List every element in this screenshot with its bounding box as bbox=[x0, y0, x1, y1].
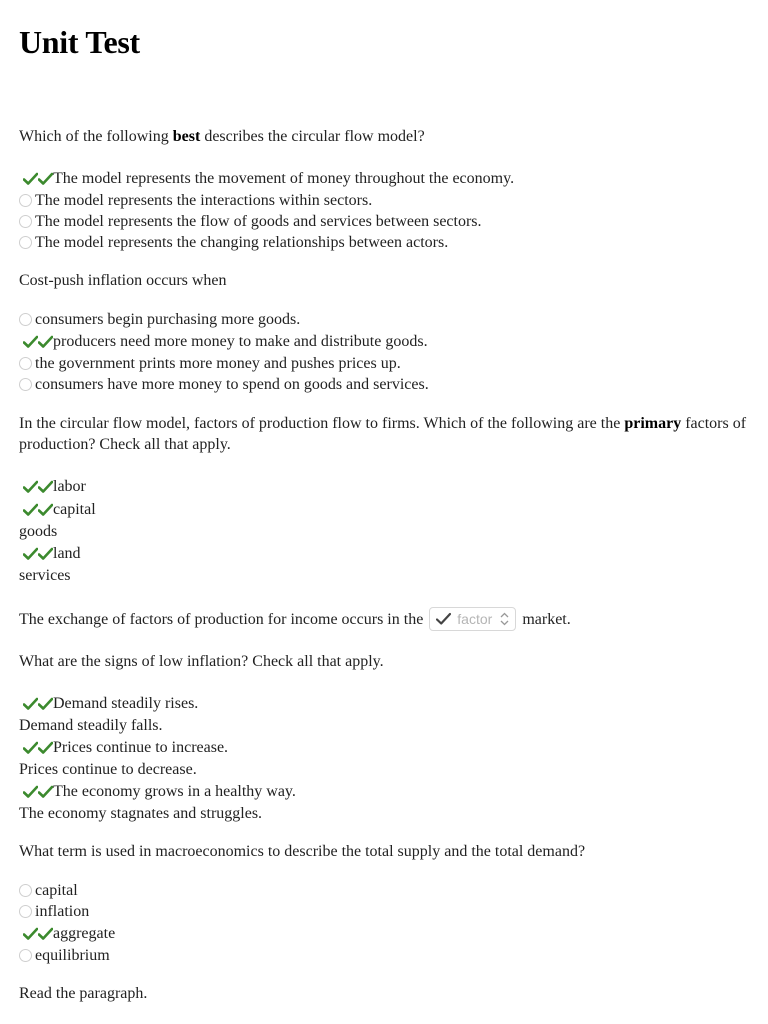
option-correct[interactable] bbox=[19, 736, 749, 759]
emphasis-primary: primary bbox=[624, 415, 682, 432]
radio-button[interactable] bbox=[19, 949, 32, 962]
double-check-icon bbox=[23, 172, 53, 186]
option-label: services bbox=[19, 567, 71, 584]
option-correct[interactable] bbox=[19, 922, 749, 945]
question-7 bbox=[19, 983, 749, 1004]
radio-button[interactable] bbox=[19, 905, 32, 918]
option-label: producers need more money to make and distribute goods. bbox=[53, 333, 428, 350]
option-label: land bbox=[53, 545, 81, 562]
option-label: Demand steadily rises. bbox=[53, 695, 199, 712]
option[interactable] bbox=[19, 309, 749, 330]
option[interactable] bbox=[19, 190, 749, 211]
option[interactable] bbox=[19, 565, 749, 586]
radio-button[interactable] bbox=[19, 236, 32, 249]
question-text: What term is used in macroeconomics to describe the total supply and the total demand? bbox=[19, 843, 586, 860]
double-check-icon bbox=[23, 480, 53, 494]
option-label: labor bbox=[53, 478, 86, 495]
double-check-icon bbox=[23, 335, 53, 349]
option[interactable] bbox=[19, 232, 749, 253]
option[interactable] bbox=[19, 211, 749, 232]
option-label: consumers begin purchasing more goods. bbox=[35, 311, 301, 328]
question-text: The exchange of factors of production for income occurs in the bbox=[19, 610, 424, 628]
option[interactable] bbox=[19, 759, 749, 780]
radio-button[interactable] bbox=[19, 194, 32, 207]
radio-button[interactable] bbox=[19, 313, 32, 326]
option-label: The model represents the movement of money throughout the economy. bbox=[53, 170, 515, 187]
double-check-icon bbox=[23, 785, 53, 799]
option-label: the government prints more money and pushes prices up. bbox=[35, 355, 401, 372]
question-5 bbox=[19, 651, 749, 824]
double-check-icon bbox=[23, 547, 53, 561]
option-label: The model represents the flow of goods and services between sectors. bbox=[35, 213, 482, 230]
question-text: In the circular flow model, factors of production flow to firms. Which of the following are the primary factors of production? Check all that apply. bbox=[19, 415, 747, 453]
option[interactable] bbox=[19, 374, 749, 395]
double-check-icon bbox=[23, 697, 53, 711]
option-label: Demand steadily falls. bbox=[19, 717, 163, 734]
option-label: inflation bbox=[35, 903, 90, 920]
question-3 bbox=[19, 413, 749, 586]
option[interactable] bbox=[19, 901, 749, 922]
page-title: Unit Test bbox=[19, 24, 140, 60]
option-correct[interactable] bbox=[19, 542, 749, 565]
option-label: The economy grows in a healthy way. bbox=[53, 783, 296, 800]
question-text: Cost-push inflation occurs when bbox=[19, 272, 227, 289]
option-correct[interactable] bbox=[19, 167, 749, 190]
option-label: The model represents the interactions within sectors. bbox=[35, 192, 373, 209]
option-label: The economy stagnates and struggles. bbox=[19, 805, 263, 822]
dropdown-value: factor bbox=[457, 610, 493, 627]
option-correct[interactable] bbox=[19, 330, 749, 353]
question-text: Read the paragraph. bbox=[19, 985, 148, 1002]
option-label: Prices continue to decrease. bbox=[19, 761, 197, 778]
radio-button[interactable] bbox=[19, 378, 32, 391]
double-check-icon bbox=[23, 741, 53, 755]
option[interactable] bbox=[19, 880, 749, 901]
radio-button[interactable] bbox=[19, 357, 32, 370]
option-label: The model represents the changing relationships between actors. bbox=[35, 234, 449, 251]
option[interactable] bbox=[19, 715, 749, 736]
option[interactable] bbox=[19, 521, 749, 542]
option-label: capital bbox=[53, 501, 96, 518]
option-label: goods bbox=[19, 523, 58, 540]
option-correct[interactable] bbox=[19, 498, 749, 521]
option[interactable] bbox=[19, 803, 749, 824]
option-label: Prices continue to increase. bbox=[53, 739, 229, 756]
question-6 bbox=[19, 841, 749, 966]
double-check-icon bbox=[23, 927, 53, 941]
answer-dropdown[interactable] bbox=[429, 607, 516, 631]
option-label: capital bbox=[35, 882, 78, 899]
updown-arrows-icon bbox=[500, 612, 509, 626]
question-text: What are the signs of low inflation? Check all that apply. bbox=[19, 653, 384, 670]
option-correct[interactable] bbox=[19, 780, 749, 803]
emphasis-best: best bbox=[172, 128, 201, 145]
option[interactable] bbox=[19, 353, 749, 374]
double-check-icon bbox=[23, 503, 53, 517]
option-label: equilibrium bbox=[35, 947, 110, 964]
question-1 bbox=[19, 126, 749, 253]
radio-button[interactable] bbox=[19, 884, 32, 897]
radio-button[interactable] bbox=[19, 215, 32, 228]
question-text: Which of the following best describes the circular flow model? bbox=[19, 128, 425, 145]
option-label: consumers have more money to spend on goods and services. bbox=[35, 376, 429, 393]
option-label: aggregate bbox=[53, 925, 116, 942]
option-correct[interactable] bbox=[19, 475, 749, 498]
check-icon bbox=[436, 612, 451, 626]
option-correct[interactable] bbox=[19, 692, 749, 715]
option[interactable] bbox=[19, 945, 749, 966]
question-4 bbox=[19, 606, 749, 632]
question-text-after: market. bbox=[522, 610, 571, 628]
question-2 bbox=[19, 270, 749, 395]
